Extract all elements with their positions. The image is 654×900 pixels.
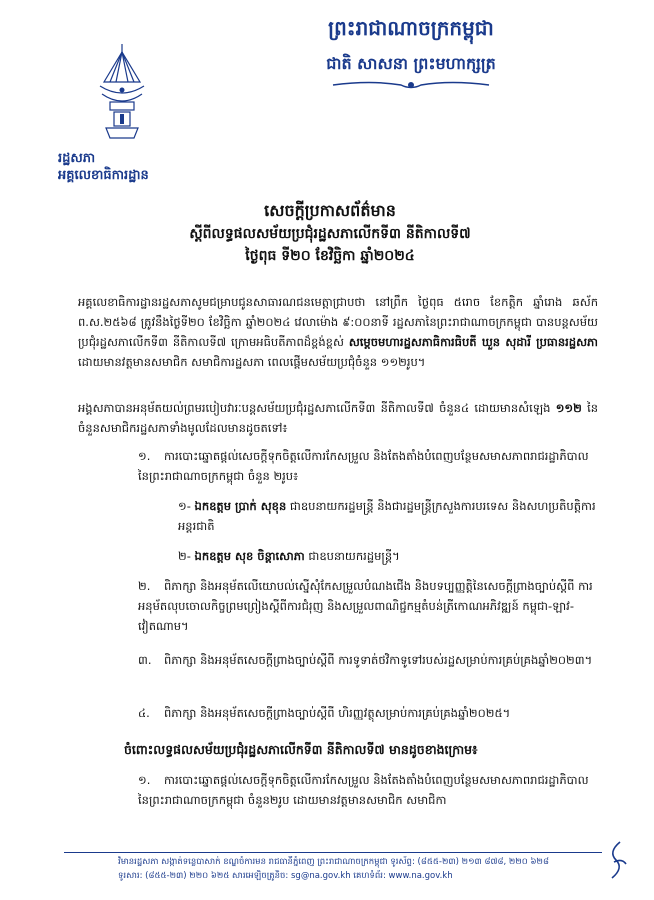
item-number: ១. bbox=[138, 773, 151, 787]
list-item bbox=[138, 576, 598, 636]
item-number: ៤. bbox=[138, 706, 150, 720]
agenda-text-end: នៃចំនួនសមាជិករដ្ឋសភាទាំងមូលដែលមានដូចតទៅ៖ bbox=[78, 401, 599, 435]
vote-count: ១១២ bbox=[555, 401, 582, 415]
item-text: ការបោះឆ្នោតផ្តល់សេចក្តីទុកចិត្តលើការកែសម្រួល និងតែងតាំងបំពេញបន្ថែមសមាសភាពរាជរដ្ឋាភិបាល នៃព្រះរាជាណាចក្រកម្ពុជា ចំនួន ២រូប៖ bbox=[138, 449, 589, 483]
kingdom-title: ព្រះរាជាណាចក្រកម្ពុជា bbox=[328, 16, 494, 40]
intro-paragraph bbox=[78, 292, 598, 372]
handwritten-initial-icon bbox=[602, 840, 630, 880]
organization-name bbox=[58, 150, 178, 184]
president-name: សម្តេចមហារដ្ឋសភាធិការធិបតី ឃួន សុដារី ប្រធានរដ្ឋសភា bbox=[348, 335, 598, 349]
intro-text-end: ដោយមានវត្តមានសមាជិក សមាជិការដ្ឋសភា ពេលផ្តើមសម័យប្រជុំចំនួន ១១២រូប។ bbox=[78, 355, 426, 369]
item-number: ២. bbox=[138, 579, 151, 593]
subitem-text: ជាឧបនាយករដ្ឋមន្ត្រី និងជារដ្ឋមន្ត្រីក្រសួងការបរទេស និងសហប្រតិបត្តិការអន្តរជាតិ bbox=[178, 499, 596, 533]
minister-name: ឯកឧត្តម សុខ ចិន្តាសោភា bbox=[194, 549, 305, 563]
intro-text: អគ្គលេខាធិការដ្ឋានរដ្ឋសភាសូមជម្រាបជូនសាធារណជនមេត្តាជ្រាបថា នៅព្រឹក ថ្ងៃពុធ ៥រោច ខែកត្តិក ឆ្នាំរោង ឆស័ក ព.ស.២៥៦៨ ត្រូវនឹងថ្ងៃទី២០ ខែវិច្ឆិកា ឆ្នាំ២០២៤ វេលាម៉ោង ៩:០០នាទី រដ្ឋសភានៃព្រះរាជាណាចក្រកម្ពុជា បានបន្តសម័យប្រជុំរដ្ឋសភាលើកទី៣ នីតិកាលទី៧ ក្រោមអធិបតីភាពដ៏ខ្ពង់ខ្ពស់ bbox=[78, 295, 598, 349]
national-motto: ជាតិ សាសនា ព្រះមហាក្សត្រ bbox=[326, 54, 496, 73]
footer-divider bbox=[64, 852, 602, 853]
subitem-text: ជាឧបនាយករដ្ឋមន្ត្រី។ bbox=[308, 549, 400, 563]
document-date: ថ្ងៃពុធ ទី២០ ខែវិច្ឆិកា ឆ្នាំ២០២៤ bbox=[245, 248, 415, 264]
footer-address: វិមានរដ្ឋសភា សង្កាត់ទន្លេបាសាក់ ខណ្ឌចំការមន រាជធានីភ្នំពេញ ព្រះរាជាណាចក្រកម្ពុជា ទូរស័ព្ទ: (៨៥៥-២៣) ២១៣ ៨៧៨, ២២០ ៦២៨ bbox=[118, 857, 549, 867]
document-title: សេចក្តីប្រកាសព័ត៌មាន bbox=[264, 201, 396, 220]
item-text: ពិភាក្សា និងអនុម័តសេចក្តីព្រាងច្បាប់ស្តីពី ហិរញ្ញវត្ថុសម្រាប់ការគ្រប់គ្រងឆ្នាំ២០២៥។ bbox=[164, 706, 511, 720]
footer-contact: ទូរសារ: (៨៥៥-២៣) ២២០ ៦២៥ សារអេឡិចត្រូនិច: sg@na.gov.kh គេហទំព័រ: www.na.gov.kh bbox=[118, 871, 453, 881]
subitem-number: ១- bbox=[178, 499, 191, 513]
list-item bbox=[138, 770, 598, 810]
agenda-paragraph bbox=[78, 398, 598, 438]
item-text: ការបោះឆ្នោតផ្តល់សេចក្តីទុកចិត្តលើការកែសម្រួល និងតែងតាំងបំពេញបន្ថែមសមាសភាពរាជរដ្ឋាភិបាលនៃព្រះរាជាណាចក្រកម្ពុជា ចំនួន២រូប ដោយមានវត្តមានសមាជិក សមាជិកា bbox=[138, 773, 589, 807]
org-name-line1: រដ្ឋសភា bbox=[58, 151, 96, 166]
item-text: ពិភាក្សា និងអនុម័តលើយោបល់ស្នើសុំកែសម្រួលបំណងជើង និងបទប្បញ្ញត្តិនៃសេចក្តីព្រាងច្បាប់ស្តីពី ការអនុម័តលុបចោលកិច្ចព្រមព្រៀងស្តីពីការជំរុញ និងសម្រួលពាណិជ្ជកម្មតំបន់ត្រីកោណអភិវឌ្ឍន៍ កម្ពុជា-ឡាវ-វៀតណាម។ bbox=[138, 579, 593, 633]
org-name-line2: អគ្គលេខាធិការដ្ឋាន bbox=[58, 168, 149, 183]
tacteng-ornament-icon bbox=[331, 78, 491, 92]
agenda-text: អង្គសភាបានអនុម័តយល់ព្រមរបៀបវារៈបន្តសម័យប្រជុំរដ្ឋសភាលើកទី៣ នីតិកាលទី៧ ចំនួន៤ ដោយមានសំឡេង bbox=[78, 401, 551, 415]
document-subtitle: ស្តីពីលទ្ធផលសម័យប្រជុំរដ្ឋសភាលើកទី៣ នីតិកាលទី៧ bbox=[189, 226, 471, 242]
list-item bbox=[138, 446, 598, 486]
list-item bbox=[138, 650, 598, 670]
item-text: ពិភាក្សា និងអនុម័តសេចក្តីព្រាងច្បាប់ស្តីពី ការទូទាត់ថវិកាទូទៅរបស់រដ្ឋសម្រាប់ការគ្រប់គ្រងឆ្នាំ២០២៣។ bbox=[164, 653, 593, 667]
item-number: ៣. bbox=[138, 653, 152, 667]
parliament-emblem-icon bbox=[94, 42, 150, 142]
sub-list-item bbox=[178, 496, 598, 536]
sub-list-item bbox=[178, 546, 598, 566]
item-number: ១. bbox=[138, 449, 151, 463]
minister-name: ឯកឧត្តម ប្រាក់ សុខុន bbox=[194, 499, 287, 513]
subitem-number: ២- bbox=[178, 549, 191, 563]
list-item bbox=[138, 703, 598, 723]
results-heading: ចំពោះលទ្ធផលសម័យប្រជុំរដ្ឋសភាលើកទី៣ នីតិកាលទី៧ មានដូចខាងក្រោម៖ bbox=[124, 742, 478, 757]
